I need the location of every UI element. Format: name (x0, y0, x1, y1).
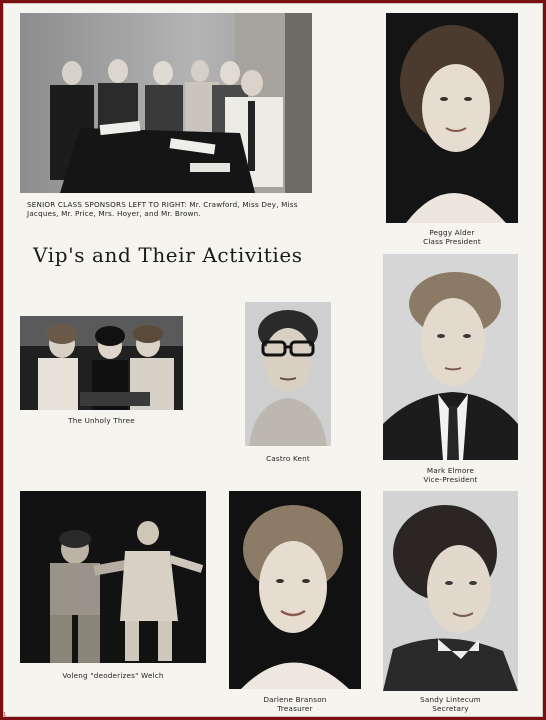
candid-voleng-welch (20, 491, 206, 663)
portrait-peggy-alder (386, 13, 518, 223)
portrait-name: Peggy Alder (429, 228, 475, 237)
portrait-role: Treasurer (277, 704, 313, 713)
candid-unholy-three (20, 316, 183, 410)
page-heading: Vip's and Their Activities (33, 243, 303, 267)
candid-caption: The Unholy Three (68, 416, 135, 425)
portrait-darlene-branson (229, 491, 361, 689)
portrait-name: Sandy Lintecum (420, 695, 481, 704)
sponsors-photo (20, 13, 312, 193)
sponsors-caption: SENIOR CLASS SPONSORS LEFT TO RIGHT: Mr. Crawford, Miss Dey, Miss Jacques, Mr. Price, Mrs. Hoyer, and Mr. Brown. (27, 200, 298, 218)
portrait-role: Class President (423, 237, 481, 246)
portrait-castro-kent (245, 302, 331, 446)
candid-caption: Voleng "deoderizes" Welch (62, 671, 164, 680)
portrait-name: Mark Elmore (426, 466, 475, 475)
portrait-name: Castro Kent (266, 454, 310, 463)
portrait-mark-elmore (383, 254, 518, 460)
portrait-role: Vice-President (423, 475, 478, 484)
portrait-role: Secretary (432, 704, 469, 713)
corner-mark: 1 (3, 712, 7, 718)
yearbook-page (3, 3, 543, 717)
portrait-sandy-lintecum (383, 491, 518, 691)
portrait-name: Darlene Branson (263, 695, 327, 704)
